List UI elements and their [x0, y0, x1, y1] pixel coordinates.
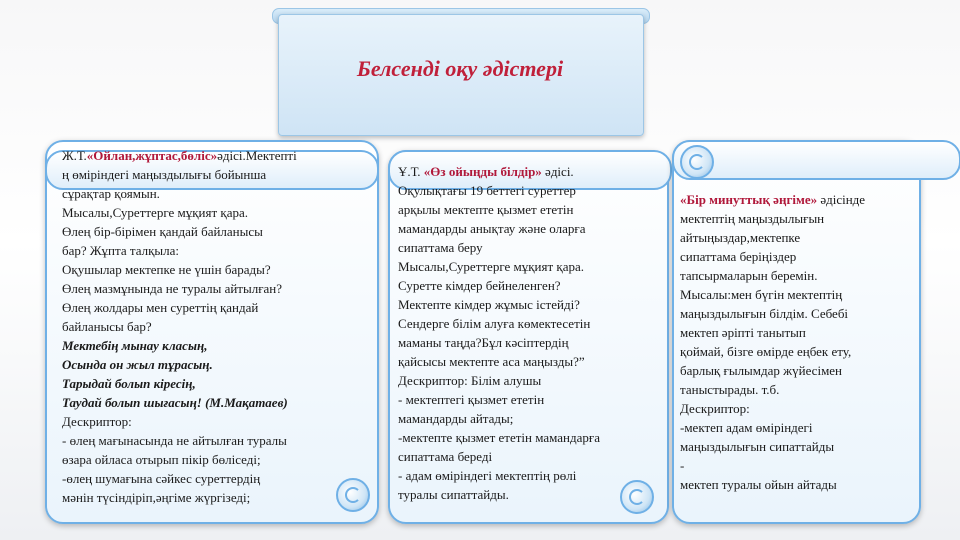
- line-text: әдісі.: [541, 164, 574, 179]
- line-text: - өлең мағынасында не айтылған туралы: [62, 433, 287, 448]
- mid-text-line: [398, 219, 658, 238]
- left-text-line: [62, 165, 367, 184]
- line-text: Мысалы,Суреттерге мұқият қара.: [62, 205, 249, 220]
- right-text-line: [680, 266, 912, 285]
- line-text: Өлең бір-бірімен қандай байланысы: [62, 224, 263, 239]
- line-text: арқылы мектепте қызмет ететін: [398, 202, 574, 217]
- line-text: - адам өміріндегі мектептің рөлі: [398, 468, 577, 483]
- right-text-line: [680, 437, 912, 456]
- line-text: маңыздылығын білдім. Себебі: [680, 306, 849, 321]
- line-text: Ұ.Т.: [398, 164, 424, 179]
- mid-text-line: [398, 181, 658, 200]
- left-text-line: [62, 469, 367, 488]
- mid-text-line: [398, 257, 658, 276]
- line-text: Суретте кімдер бейнеленген?: [398, 278, 561, 293]
- left-text-line: [62, 336, 367, 355]
- right-text-line: [680, 247, 912, 266]
- line-text: сипаттама беріңіздер: [680, 249, 797, 264]
- line-text: Сендерге білім алуға көмектесетін: [398, 316, 591, 331]
- line-text: мамандарды айтады;: [398, 411, 514, 426]
- mid-text-line: [398, 409, 658, 428]
- scroll-curl-icon: [680, 145, 714, 179]
- line-text: Дескриптор: Білім алушы: [398, 373, 542, 388]
- line-text: ң өміріндегі маңыздылығы бойынша: [62, 167, 267, 182]
- line-text: мектептің маңыздылығын: [680, 211, 825, 226]
- right-text-line: [680, 190, 912, 209]
- right-text-line: [680, 380, 912, 399]
- line-text: маманы таңда?Бұл кәсіптердің: [398, 335, 569, 350]
- method-name-highlight: «Бір минуттық әңгіме»: [680, 192, 818, 207]
- slide-title: Белсенді оқу әдістері: [356, 56, 564, 81]
- mid-text-line: [398, 276, 658, 295]
- right-text-line: [680, 342, 912, 361]
- line-text: Мектебің мынау класың,: [62, 338, 208, 353]
- line-text: барлық ғылымдар жүйесімен: [680, 363, 843, 378]
- left-text-line: [62, 317, 367, 336]
- line-text: -өлең шумағына сәйкес суреттердің: [62, 471, 261, 486]
- line-text: мектеп әріпті танытып: [680, 325, 806, 340]
- mid-text-line: [398, 295, 658, 314]
- line-text: Мысалы:мен бүгін мектептің: [680, 287, 843, 302]
- right-text-line: [680, 285, 912, 304]
- line-text: - мектептегі қызмет ететін: [398, 392, 545, 407]
- method-name-highlight: «Ойлан,жұптас,бөліс»: [86, 148, 218, 163]
- right-scroll-band: [672, 140, 960, 180]
- mid-text-line: [398, 466, 658, 485]
- middle-card-text: [398, 162, 658, 504]
- line-text: мектеп туралы ойын айтады: [680, 477, 837, 492]
- line-text: Мысалы,Суреттерге мұқият қара.: [398, 259, 585, 274]
- line-text: Дескриптор:: [62, 414, 132, 429]
- line-text: мамандарды анықтау және оларға: [398, 221, 586, 236]
- line-text: әдісінде: [817, 192, 866, 207]
- line-text: айтыңыздар,мектепке: [680, 230, 801, 245]
- right-text-line: [680, 418, 912, 437]
- left-text-line: [62, 488, 367, 507]
- left-text-line: [62, 374, 367, 393]
- left-text-line: [62, 260, 367, 279]
- left-text-line: [62, 222, 367, 241]
- right-text-line: [680, 323, 912, 342]
- mid-text-line: [398, 352, 658, 371]
- right-text-line: [680, 228, 912, 247]
- mid-text-line: [398, 371, 658, 390]
- line-text: туралы сипаттайды.: [398, 487, 509, 502]
- line-text: Ж.Т.: [62, 148, 87, 163]
- line-text: тапсырмаларын беремін.: [680, 268, 818, 283]
- line-text: Мектепте кімдер жұмыс істейді?: [398, 297, 580, 312]
- mid-text-line: [398, 333, 658, 352]
- line-text: Таудай болып шығасың! (М.Мақатаев): [62, 395, 288, 410]
- left-text-line: [62, 279, 367, 298]
- line-text: байланысы бар?: [62, 319, 152, 334]
- left-text-line: [62, 450, 367, 469]
- line-text: әдісі.Мектепті: [217, 148, 297, 163]
- line-text: -мектепте қызмет ететін мамандарға: [398, 430, 600, 445]
- right-text-line: [680, 475, 912, 494]
- line-text: Өлең мазмұнында не туралы айтылған?: [62, 281, 283, 296]
- line-text: қоймай, бізге өмірде еңбек ету,: [680, 344, 852, 359]
- right-text-line: [680, 456, 912, 475]
- line-text: Тарыдай болып кіресің,: [62, 376, 196, 391]
- line-text: -: [680, 458, 685, 473]
- left-text-line: [62, 298, 367, 317]
- line-text: таныстырады. т.б.: [680, 382, 780, 397]
- line-text: Осында он жыл тұрасың.: [62, 357, 213, 372]
- line-text: сипаттама беру: [398, 240, 483, 255]
- right-text-line: [680, 361, 912, 380]
- left-text-line: [62, 146, 367, 165]
- left-text-line: [62, 431, 367, 450]
- left-text-line: [62, 393, 367, 412]
- mid-text-line: [398, 447, 658, 466]
- line-text: Оқушылар мектепке не үшін барады?: [62, 262, 271, 277]
- line-text: Оқулықтағы 19 беттегі суреттер: [398, 183, 576, 198]
- method-name-highlight: «Өз ойыңды білдір»: [423, 164, 542, 179]
- line-text: сұрақтар қоямын.: [62, 186, 160, 201]
- left-card-text: [62, 146, 367, 507]
- mid-text-line: [398, 200, 658, 219]
- mid-text-line: [398, 314, 658, 333]
- right-text-line: [680, 304, 912, 323]
- right-text-line: [680, 399, 912, 418]
- mid-text-line: [398, 485, 658, 504]
- line-text: бар? Жұпта талқыла:: [62, 243, 179, 258]
- line-text: қайсысы мектепте аса маңызды?”: [398, 354, 585, 369]
- left-text-line: [62, 412, 367, 431]
- mid-text-line: [398, 428, 658, 447]
- left-text-line: [62, 184, 367, 203]
- line-text: мәнін түсіндіріп,әңгіме жүргізеді;: [62, 490, 251, 505]
- mid-text-line: [398, 390, 658, 409]
- right-text-line: [680, 209, 912, 228]
- mid-text-line: [398, 162, 658, 181]
- line-text: -мектеп адам өміріндегі: [680, 420, 813, 435]
- left-text-line: [62, 203, 367, 222]
- mid-text-line: [398, 238, 658, 257]
- left-text-line: [62, 241, 367, 260]
- left-text-line: [62, 355, 367, 374]
- line-text: маңыздылығын сипаттайды: [680, 439, 835, 454]
- line-text: өзара ойласа отырып пікір бөліседі;: [62, 452, 261, 467]
- line-text: Дескриптор:: [680, 401, 750, 416]
- line-text: Өлең жолдары мен суреттің қандай: [62, 300, 259, 315]
- line-text: сипаттама береді: [398, 449, 493, 464]
- right-card-text: [680, 190, 912, 494]
